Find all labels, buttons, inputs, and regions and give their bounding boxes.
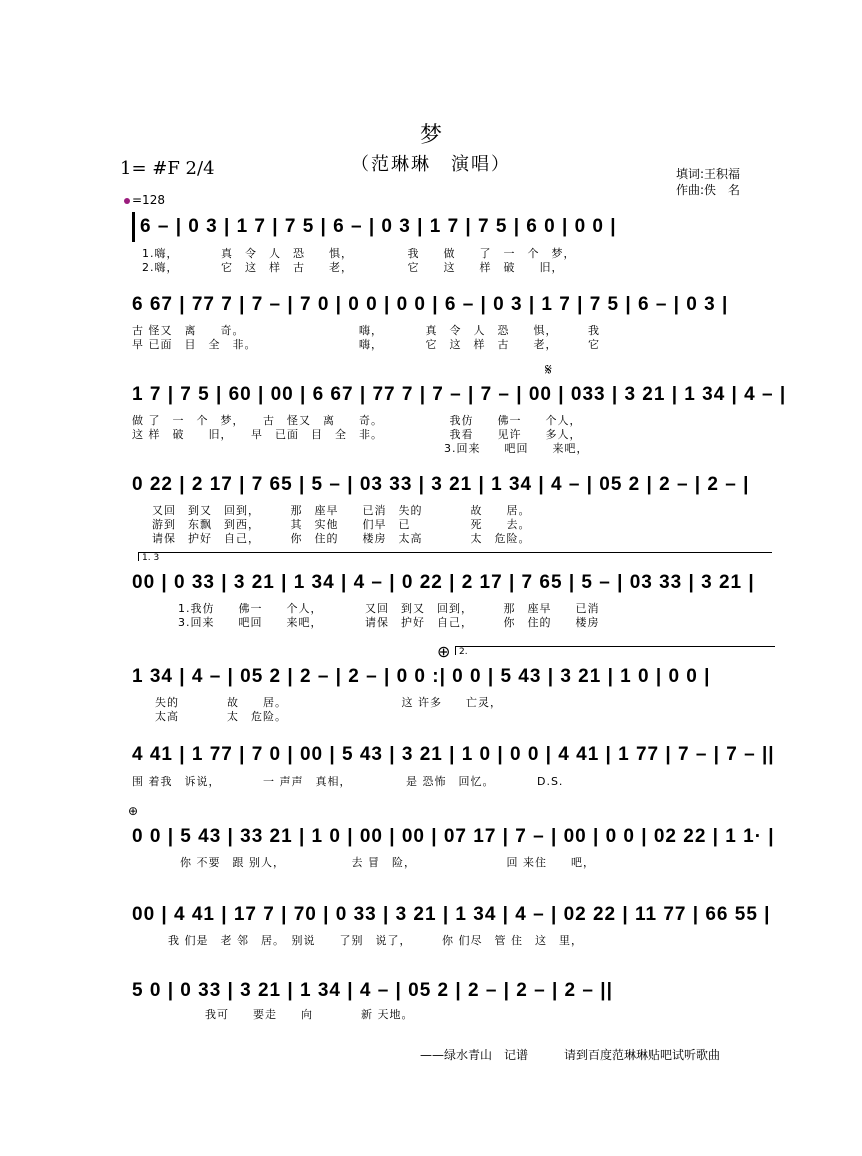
second-ending-bracket: 2. — [455, 646, 775, 655]
coda-icon: ⊕ — [437, 642, 451, 661]
lyrics-row-10: 我可 要走 向 新 天地。 — [205, 1008, 414, 1021]
start-repeat-barline — [132, 212, 135, 242]
composer-credit: 作曲:佚 名 — [676, 183, 741, 197]
lyrics-row-3-verse-1: 做 了 一 个 梦， 古 怪又 离 奇。 我仿 佛一 个人， — [132, 414, 582, 427]
lyrics-row-3-verse-3: 3.回来 吧回 来吧， — [132, 442, 589, 455]
notes-row-7: 4 41 | 1 77 | 7 0 | 00 | 5 43 | 3 21 | 1 0 | 0 0 | 4 41 | 1 77 | 7 – | 7 – || — [132, 744, 775, 765]
segno-icon: 𝄋 — [545, 360, 552, 379]
notes-row-1: 6 – | 0 3 | 1 7 | 7 5 | 6 – | 0 3 | 1 7 | 7 5 | 6 0 | 0 0 | — [140, 216, 617, 237]
notes-row-2: 6 67 | 77 7 | 7 – | 7 0 | 0 0 | 0 0 | 6 – | 0 3 | 1 7 | 7 5 | 6 – | 0 3 | — [132, 294, 729, 315]
lyrics-row-5-verse-1: 1.我仿 佛一 个人， 又回 到又 回到， 那 座早 已消 — [178, 602, 600, 615]
notes-row-4: 0 22 | 2 17 | 7 65 | 5 – | 03 33 | 3 21 | 1 34 | 4 – | 05 2 | 2 – | 2 – | — [132, 474, 750, 495]
lyrics-row-1-verse-2: 2.嗨， 它 这 样 古 老， 它 这 样 破 旧， — [142, 261, 564, 274]
lyricist-credit: 填词:王积福 — [676, 167, 741, 181]
tempo-value: =128 — [132, 193, 165, 207]
notes-row-9: 00 | 4 41 | 17 7 | 70 | 0 33 | 3 21 | 1 34 | 4 – | 02 22 | 11 77 | 66 55 | — [132, 904, 771, 925]
lyrics-row-7: 围 着我 诉说， 一 声声 真相， 是 恐怖 回忆。 D.S. — [132, 775, 564, 788]
lyrics-row-4-verse-2: 游到 东飘 到西， 其 实他 们早 已 死 去。 — [152, 518, 531, 531]
tempo-marking — [124, 193, 165, 207]
notes-row-8: 0 0 | 5 43 | 33 21 | 1 0 | 00 | 00 | 07 17 | 7 – | 00 | 0 0 | 02 22 | 1 1· | — [132, 826, 775, 847]
lyrics-row-6-verse-2: 太高 太 危险。 — [155, 710, 287, 723]
notes-row-10: 5 0 | 0 33 | 3 21 | 1 34 | 4 – | 05 2 | 2 – | 2 – | 2 – || — [132, 980, 613, 1001]
lyrics-row-3-verse-2: 这 样 破 旧， 早 已面 目 全 非。 我看 见许 多人， — [132, 428, 582, 441]
lyrics-row-9: 我 们是 老 邻 居。 别说 了别 说了， 你 们尽 管 住 这 里， — [168, 934, 583, 947]
lyrics-row-4-verse-1: 又回 到又 回到， 那 座早 已消 失的 故 居。 — [152, 504, 531, 517]
first-ending-bracket: 1. 3 — [138, 552, 772, 561]
quarter-note-icon — [124, 198, 130, 204]
key-signature: 1= #F 2/4 — [120, 158, 215, 179]
lyrics-row-5-verse-3: 3.回来 吧回 来吧， 请保 护好 自己， 你 住的 楼房 — [178, 616, 600, 629]
lyrics-row-1-verse-1: 1.嗨， 真 令 人 恐 惧， 我 做 了 一 个 梦， — [142, 247, 576, 260]
lyrics-row-4-verse-3: 请保 护好 自己， 你 住的 楼房 太高 太 危险。 — [152, 532, 531, 545]
footer-note: ——绿水青山 记谱 请到百度范琳琳贴吧试听歌曲 — [420, 1048, 721, 1062]
notes-row-3: 1 7 | 7 5 | 60 | 00 | 6 67 | 77 7 | 7 – | 7 – | 00 | 033 | 3 21 | 1 34 | 4 – | — [132, 384, 787, 405]
song-title: 梦 — [419, 123, 442, 148]
lyrics-row-2-verse-1: 古 怪又 离 奇。 嗨， 真 令 人 恐 惧， 我 — [132, 324, 600, 337]
coda-jump-icon: ⊕ — [128, 804, 139, 818]
notes-row-6: 1 34 | 4 – | 05 2 | 2 – | 2 – | 0 0 :| 0 0 | 5 43 | 3 21 | 1 0 | 0 0 | — [132, 666, 711, 687]
lyrics-row-6-verse-1: 失的 故 居。 这 许多 亡灵， — [155, 696, 502, 709]
lyrics-row-2-verse-2: 早 已面 目 全 非。 嗨， 它 这 样 古 老， 它 — [132, 338, 600, 351]
lyrics-row-8: 你 不要 跟 别人， 去 冒 险， 回 来住 吧， — [180, 856, 595, 869]
song-subtitle: （范琳琳 演唱） — [351, 154, 511, 175]
notes-row-5: 00 | 0 33 | 3 21 | 1 34 | 4 – | 0 22 | 2 17 | 7 65 | 5 – | 03 33 | 3 21 | — [132, 572, 755, 593]
